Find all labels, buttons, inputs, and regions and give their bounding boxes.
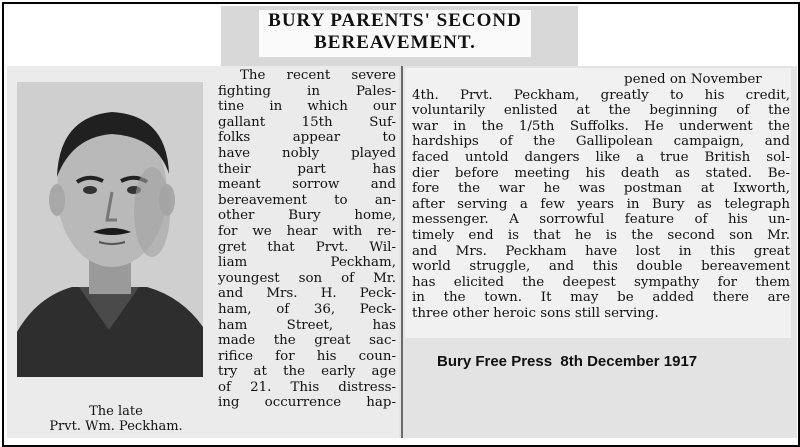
soldier-portrait — [17, 82, 203, 377]
article-line: in the town. It may be added there are — [412, 290, 790, 306]
article-line: gret that Prvt. Wil- — [218, 239, 396, 255]
article-line: try at the early age — [218, 364, 396, 380]
article-line: gallant 15th Suf- — [218, 114, 396, 130]
article-line: made the great sac- — [218, 333, 396, 349]
article-line: voluntarily enlisted at the beginning of the — [412, 103, 790, 119]
article-line: youngest son of Mr. — [218, 270, 396, 286]
source-credit: Bury Free Press 8th December 1917 — [437, 353, 698, 370]
headline-paper — [259, 10, 531, 57]
article-line: and Mrs. Peckham have lost in this great — [412, 243, 790, 259]
article-line: ham Street, has — [218, 317, 396, 333]
article-line: for we hear with re- — [218, 223, 396, 239]
article-line: liam Peckham, — [218, 255, 396, 271]
article-line: timely end is that he is the second son Mr. — [412, 227, 790, 243]
article-line: of 21. This distress- — [218, 379, 396, 395]
photo-caption — [12, 404, 220, 434]
article-line: their part has — [218, 161, 396, 177]
article-line: faced untold dangers like a true British sol- — [412, 149, 790, 165]
article-line: after serving a few years in Bury as telegraph — [412, 196, 790, 212]
caption-line-2: Prvt. Wm. Peckham. — [49, 419, 183, 434]
portrait-photo-icon — [17, 82, 203, 377]
article-line: three other heroic sons still serving. — [412, 305, 659, 321]
article-line: bereavement to an- — [218, 192, 396, 208]
headline-box — [221, 6, 578, 66]
article-line: pened on November — [624, 72, 762, 87]
column-divider — [401, 66, 403, 438]
article-line: fighting in Pales- — [218, 83, 396, 99]
article-line: and Mrs. H. Peck- — [218, 286, 396, 302]
left-article-column — [218, 68, 396, 411]
article-line: have nobly played — [218, 145, 396, 161]
headline-line-1: BURY PARENTS' SECOND — [268, 10, 522, 31]
article-line: tine in which our — [218, 99, 396, 115]
article-line: world struggle, and this double bereavement — [412, 259, 790, 275]
article-line: has elicited the deepest sympathy for them — [412, 274, 790, 290]
headline-line-2: BEREAVEMENT. — [314, 32, 476, 53]
article-line: war in the 1/5th Suffolks. He underwent the — [412, 118, 790, 134]
article-line: ing occurrence hap- — [218, 395, 396, 411]
right-article-column — [412, 72, 790, 322]
article-line: dier before meeting his death as stated. Be- — [412, 165, 790, 181]
article-line: rifice for his coun- — [218, 348, 396, 364]
article-line: fore the war he was postman at Ixworth, — [412, 181, 790, 197]
article-line: hardships of the Gallipolean campaign, and — [412, 134, 790, 150]
article-line: 4th. Prvt. Peckham, greatly to his credit, — [412, 87, 790, 103]
caption-line-1: The late — [89, 404, 143, 419]
article-line: other Bury home, — [218, 208, 396, 224]
article-line: ham, of 36, Peck- — [218, 301, 396, 317]
article-line: The recent severe — [240, 68, 396, 83]
article-line: messenger. A sorrowful feature of his un- — [412, 212, 790, 228]
article-line: meant sorrow and — [218, 177, 396, 193]
article-line: folks appear to — [218, 130, 396, 146]
